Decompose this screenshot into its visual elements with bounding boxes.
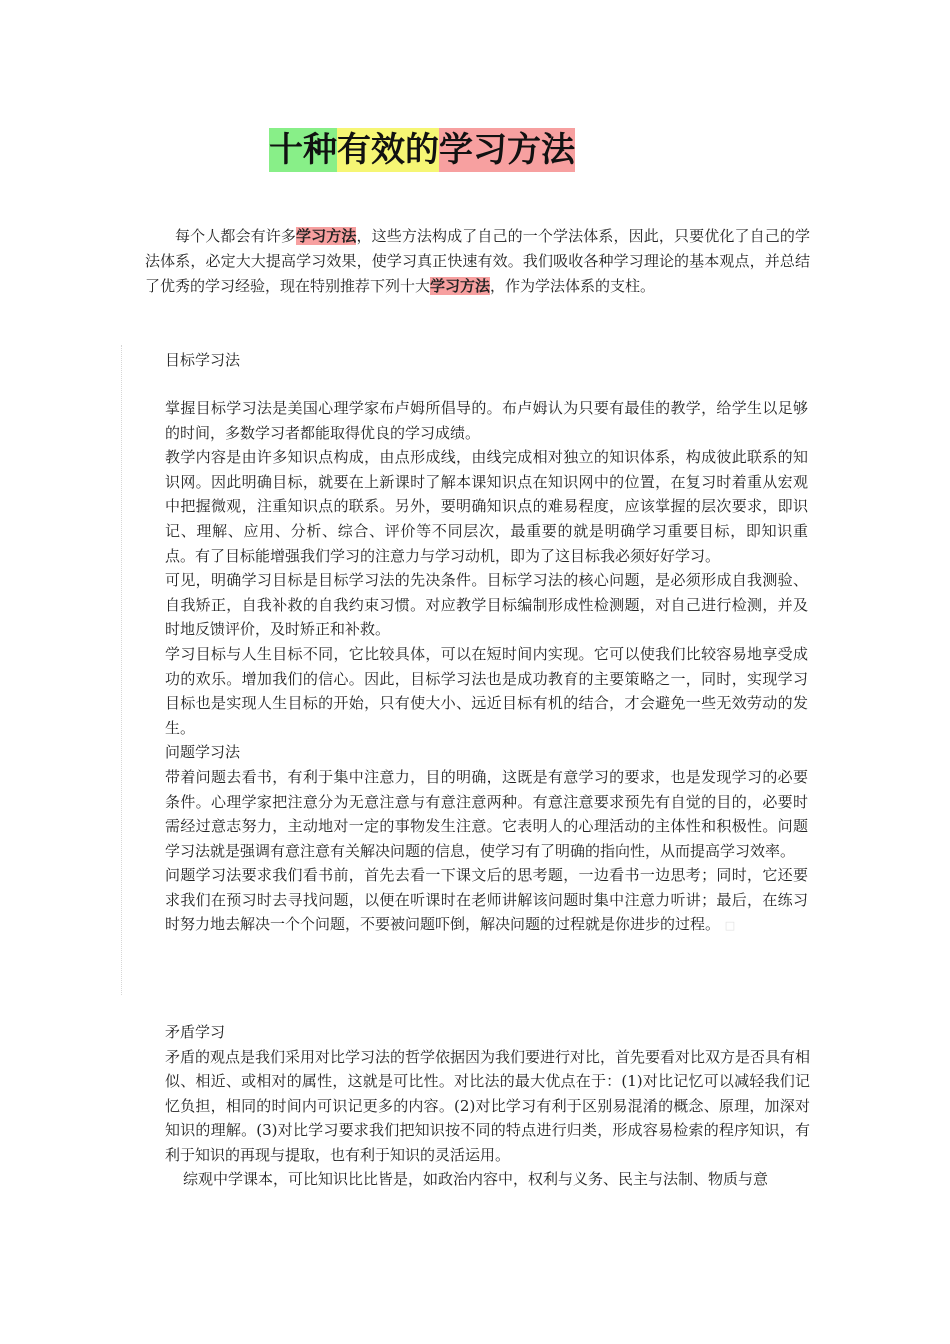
title-part-3: 学习方法 (439, 130, 575, 170)
margin-rule (121, 345, 122, 995)
intro-paragraph (145, 224, 810, 299)
faint-box-mark: □ (724, 919, 736, 933)
intro-text-1: 每个人都会有许多 (175, 227, 296, 245)
intro-highlight-1: 学习方法 (295, 227, 357, 245)
intro-highlight-2: 学习方法 (430, 277, 491, 295)
problem-paragraph-2 (165, 863, 808, 939)
section-heading-target: 目标学习法 (165, 351, 241, 369)
problem-paragraph-1: 带着问题去看书，有利于集中注意力，目的明确，这既是有意学习的要求，也是发现学习的必要条件。心理学家把注意分为无意注意与有意注意两种。有意注意要求预先有自觉的目的，必要时需经过意志努力，主动地对一定的事物发生注意。它表明人的心理活动的主体性和积极性。问题学习法就是强调有意注意有关解决问题的信息，使学习有了明确的指向性，从而提高学习效率。 (165, 767, 808, 860)
title-part-1: 十种 (269, 130, 337, 170)
section-body-contrast (165, 1020, 810, 1192)
section-body-main (165, 396, 808, 939)
section-heading-problem: 问题学习法 (165, 743, 241, 762)
title-part-2: 有效的 (337, 130, 439, 170)
intro-text-2: ，这些方法构成了自己的一个学法体系，因此，只要优化了自己的学法体系，必定大大提高学习效果，使学习真正快速有效。我们吸收各种学习理论的基本观点，并总结了优秀的学习经验，现在特别推荐下列十大 (145, 227, 810, 295)
section-heading-contrast: 矛盾学习 (165, 1023, 226, 1041)
intro-text-3: ，作为学法体系的支柱。 (490, 277, 656, 295)
contrast-paragraph-1: 矛盾的观点是我们采用对比学习法的哲学依据因为我们要进行对比，首先要看对比双方是否具有相似、相近、或相对的属性，这就是可比性。对比法的最大优点在于：(1)对比记忆可以减轻我们记忆负担，相同的时间内可识记更多的内容。(2)对比学习有利于区别易混淆的概念、原理，加深对知识的理解。(3)对比学习要求我们把知识按不同的特点进行归类，形成容易检索的程序知识，有利于知识的再现与提取，也有利于知识的灵活运用。 (165, 1047, 811, 1164)
target-paragraph-1: 掌握目标学习法是美国心理学家布卢姆所倡导的。布卢姆认为只要有最佳的教学，给学生以足够的时间，多数学习者都能取得优良的学习成绩。 (165, 399, 808, 442)
target-paragraph-3: 可见，明确学习目标是目标学习法的先决条件。目标学习法的核心问题，是必须形成自我测验、自我矫正，自我补救的自我约束习惯。对应教学目标编制形成性检测题，对自己进行检测，并及时地反馈评价，及时矫正和补救。 (165, 571, 808, 639)
document-title (269, 128, 575, 172)
target-paragraph-4: 学习目标与人生目标不同，它比较具体，可以在短时间内实现。它可以使我们比较容易地享受成功的欢乐。增加我们的信心。因此，目标学习法也是成功教育的主要策略之一，同时，实现学习目标也是实现人生目标的开始，只有使大小、远近目标有机的结合，才会避免一些无效劳动的发生。 (165, 644, 808, 737)
problem-paragraph-2-text: 问题学习法要求我们看书前，首先去看一下课文后的思考题，一边看书一边思考；同时，它还要求我们在预习时去寻找问题，以便在听课时在老师讲解该问题时集中注意力听讲；最后，在练习时努力地去解决一个个问题，不要被问题吓倒，解决问题的过程就是你进步的过程。 (165, 866, 808, 934)
contrast-paragraph-2: 综观中学课本，可比知识比比皆是，如政治内容中，权利与义务、民主与法制、物质与意 (183, 1170, 769, 1188)
target-paragraph-2: 教学内容是由许多知识点构成，由点形成线，由线完成相对独立的知识体系，构成彼此联系的知识网。因此明确目标，就要在上新课时了解本课知识点在知识网中的位置，在复习时着重从宏观中把握微观，注重知识点的联系。另外，要明确知识点的难易程度，应该掌握的层次要求，即识记、理解、应用、分析、综合、评价等不同层次，最重要的就是明确学习重要目标，即知识重点。有了目标能增强我们学习的注意力与学习动机，即为了这目标我必须好好学习。 (165, 448, 808, 565)
